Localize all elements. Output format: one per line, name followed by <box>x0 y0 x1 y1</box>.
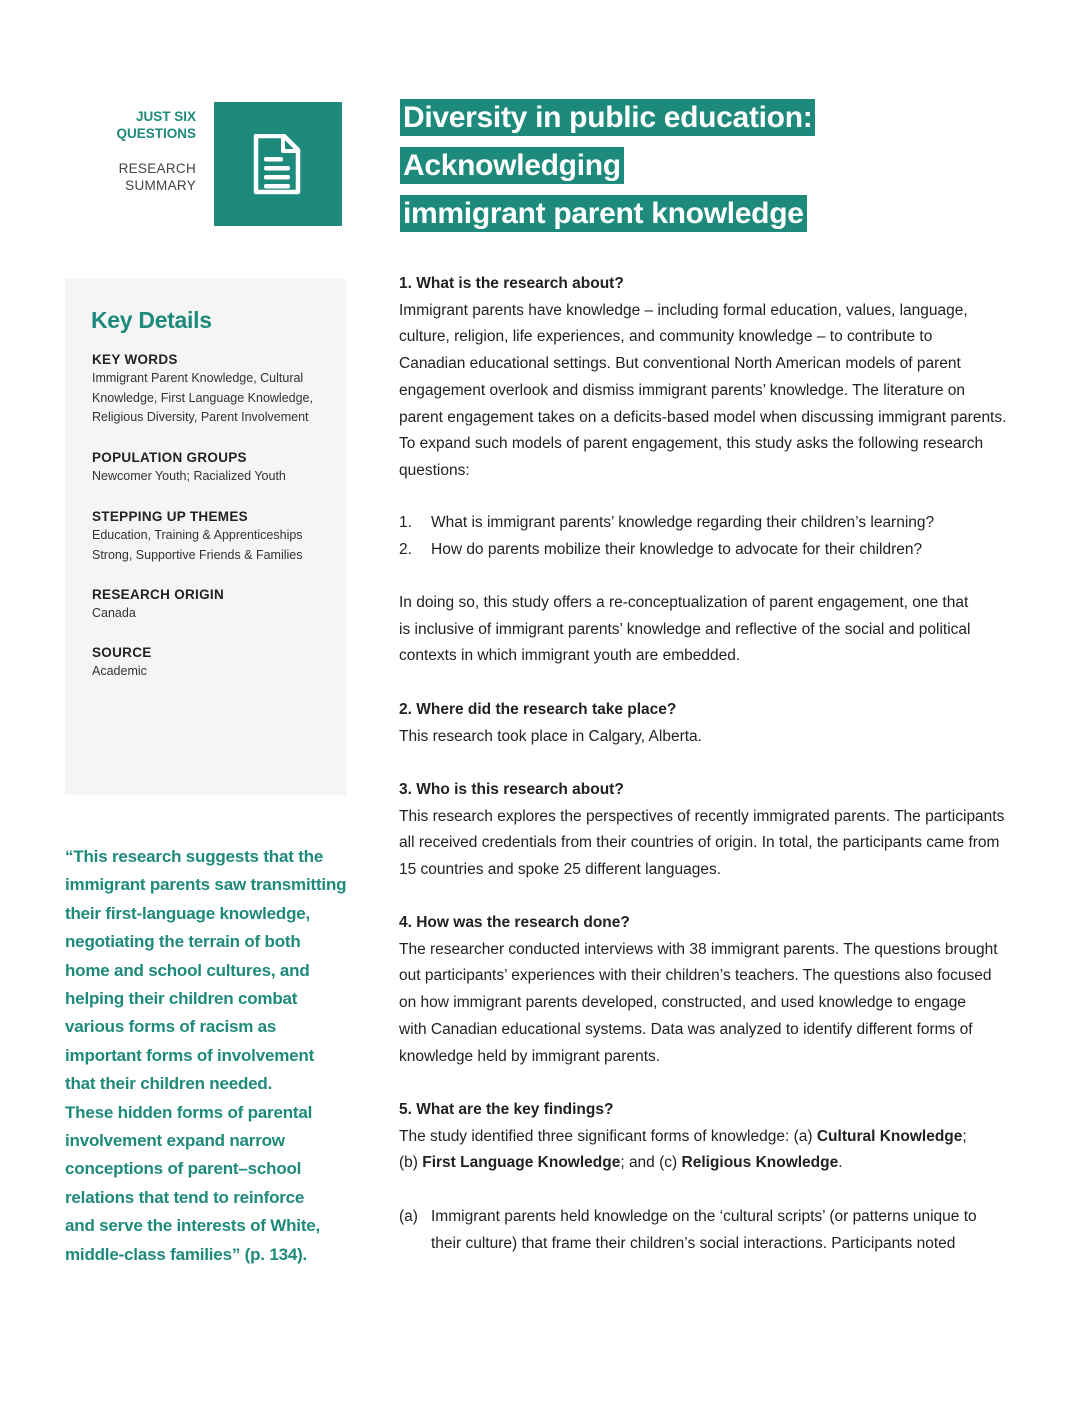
document-type-label <box>119 160 196 194</box>
document-icon <box>252 134 302 196</box>
key-details-heading: Key Details <box>91 307 212 333</box>
keywords-label: KEY WORDS <box>92 352 178 367</box>
list-number: (a) <box>399 1208 418 1225</box>
list-item-continuation <box>399 1231 1014 1258</box>
section-heading: 5. What are the key findings? <box>399 1101 614 1118</box>
source-label: SOURCE <box>92 645 152 660</box>
quote-line: negotiating the terrain of both <box>65 932 301 952</box>
list-text: Immigrant parents held knowledge on the ‘cultural scripts’ (or patterns unique to <box>431 1208 977 1225</box>
themes-line1: Education, Training & Apprenticeships <box>92 528 303 542</box>
keywords-section <box>92 350 337 428</box>
body-line: In doing so, this study offers a re-conceptualization of parent engagement, one that <box>399 594 969 611</box>
body-line: This research explores the perspectives of recently immigrated parents. The participants <box>399 807 1005 825</box>
list-text: What is immigrant parents’ knowledge regarding their children’s learning? <box>431 514 935 531</box>
quote-line: “This research suggests that the <box>65 847 324 866</box>
section-heading: 2. Where did the research take place? <box>399 701 677 718</box>
quote-line: helping their children combat <box>65 989 298 1009</box>
body-line: culture, religion, life experiences, and community knowledge – to contribute to <box>399 328 933 346</box>
origin-label: RESEARCH ORIGIN <box>92 587 225 602</box>
list-item <box>399 1204 1014 1231</box>
section-key-findings <box>399 1097 1014 1177</box>
body-line: with Canadian educational systems. Data was analyzed to identify different forms of <box>399 1020 973 1038</box>
source-value: Academic <box>92 664 147 678</box>
themes-label: STEPPING UP THEMES <box>92 509 248 524</box>
findings-intro: (b) <box>399 1154 423 1172</box>
body-line: contexts in which immigrant youth are embedded. <box>399 647 741 665</box>
keywords-line2: Knowledge, First Language Knowledge, <box>92 390 313 405</box>
quote-line: involvement expand narrow <box>65 1131 285 1151</box>
findings-intro: The study identified three significant forms of knowledge: (a) <box>399 1127 817 1145</box>
findings-punct: ; <box>962 1127 967 1145</box>
term-first-language-knowledge: First Language Knowledge <box>422 1154 621 1172</box>
list-number: 1. <box>399 514 412 531</box>
page-title <box>400 94 1040 238</box>
section-heading: 3. Who is this research about? <box>399 781 624 798</box>
quote-line: middle-class families” (p. 134). <box>65 1244 308 1264</box>
body-line: Immigrant parents have knowledge – including formal education, values, language, <box>399 301 968 319</box>
list-item <box>399 537 1014 564</box>
pull-quote <box>65 843 355 1269</box>
research-questions-list <box>399 510 1014 563</box>
body-line <box>399 1150 1014 1177</box>
body-line: on how immigrant parents developed, constructed, and used knowledge to engage <box>399 994 966 1012</box>
quote-line: relations that tend to reinforce <box>65 1187 305 1207</box>
population-section <box>92 448 337 487</box>
body-line: engagement overlook and dismiss immigrant parents’ knowledge. The literature on <box>399 381 966 399</box>
themes-section <box>92 507 337 565</box>
list-text: their culture) that frame their children’s social interactions. Participants noted <box>431 1234 956 1252</box>
section-research-location <box>399 697 1014 750</box>
body-line: knowledge held by immigrant parents. <box>399 1047 661 1065</box>
quote-line: These hidden forms of parental <box>65 1102 313 1122</box>
findings-punct: . <box>838 1154 843 1172</box>
page-title-line2: immigrant parent knowledge <box>400 195 807 232</box>
keywords-line3: Religious Diversity, Parent Involvement <box>92 410 309 424</box>
population-label: POPULATION GROUPS <box>92 450 247 465</box>
body-line: 15 countries and spoke 25 different languages. <box>399 861 722 879</box>
body-line: To expand such models of parent engagement, this study asks the following research <box>399 435 984 453</box>
document-type-line2: SUMMARY <box>125 178 196 193</box>
body-line: The researcher conducted interviews with 38 immigrant parents. The questions brought <box>399 940 998 958</box>
page-title-line1: Diversity in public education: Acknowledging <box>400 99 815 184</box>
term-cultural-knowledge: Cultural Knowledge <box>816 1127 963 1145</box>
body-line: all received credentials from their countries of origin. In total, the participants came from <box>399 834 1000 852</box>
list-number: 2. <box>399 540 412 558</box>
section-research-method <box>399 910 1014 1070</box>
findings-intro: ; and (c) <box>620 1154 682 1172</box>
quote-line: immigrant parents saw transmitting <box>65 875 347 895</box>
quote-line: important forms of involvement <box>65 1045 315 1065</box>
series-label-line2: QUESTIONS <box>116 126 196 141</box>
body-line <box>399 1124 1014 1151</box>
series-label <box>116 108 196 142</box>
list-item <box>399 510 1014 537</box>
quote-line: that their children needed. <box>65 1074 273 1094</box>
finding-a <box>399 1204 1014 1257</box>
quote-line: home and school cultures, and <box>65 960 310 980</box>
quote-line: and serve the interests of White, <box>65 1216 321 1236</box>
document-type-line1: RESEARCH <box>118 161 196 176</box>
quote-line: conceptions of parent–school <box>65 1159 302 1179</box>
population-value: Newcomer Youth; Racialized Youth <box>92 469 286 483</box>
series-label-line1: JUST SIX <box>135 109 196 124</box>
keywords-line1: Immigrant Parent Knowledge, Cultural <box>92 371 304 385</box>
body-line: out participants’ experiences with their children’s teachers. The questions also focused <box>399 967 992 985</box>
section-research-subjects <box>399 777 1014 884</box>
quote-line: their first-language knowledge, <box>65 903 311 923</box>
body-line: parent engagement takes on a deficits-based model when discussing immigrant parents. <box>399 408 1007 426</box>
quote-line: various forms of racism as <box>65 1017 277 1037</box>
document-icon-tile <box>214 102 342 226</box>
section-closing <box>399 590 1014 670</box>
term-religious-knowledge: Religious Knowledge <box>681 1154 839 1172</box>
source-section <box>92 643 337 682</box>
body-line: questions: <box>399 461 470 479</box>
body-line: is inclusive of immigrant parents’ knowledge and reflective of the social and political <box>399 620 971 638</box>
key-details-panel <box>65 279 346 795</box>
body-line: This research took place in Calgary, Alberta. <box>399 727 702 745</box>
section-heading: 4. How was the research done? <box>399 914 630 931</box>
origin-section <box>92 585 337 624</box>
list-text: How do parents mobilize their knowledge to advocate for their children? <box>431 540 923 558</box>
section-research-about <box>399 271 1014 485</box>
section-heading: 1. What is the research about? <box>399 275 624 292</box>
origin-value: Canada <box>92 606 136 620</box>
body-line: Canadian educational settings. But conventional North American models of parent <box>399 355 961 373</box>
themes-line2: Strong, Supportive Friends & Families <box>92 547 303 562</box>
